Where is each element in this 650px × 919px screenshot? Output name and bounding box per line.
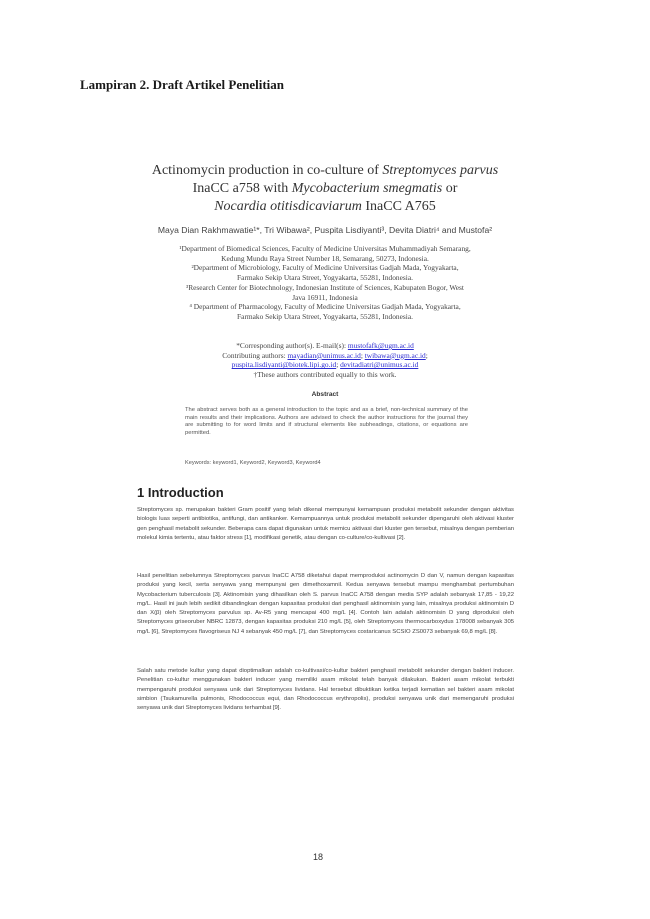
affiliation-line: Java 16911, Indonesia bbox=[292, 292, 358, 302]
affiliation-line: ²Department of Microbiology, Faculty of Medicine Universitas Gadjah Mada, Yogyakarta, bbox=[191, 263, 459, 273]
affiliation-line: ⁴ Department of Pharmacology, Faculty of Medicine Universitas Gadjah Mada, Yogyakarta, bbox=[189, 302, 461, 312]
title-italic-species: Nocardia otitisdicaviarum bbox=[214, 199, 362, 214]
correspondence-block bbox=[120, 341, 530, 380]
affiliation-line: Farmako Sekip Utara Street, Yogyakarta, 55281, Indonesia. bbox=[237, 273, 413, 283]
appendix-label: Lampiran 2. Draft Artikel Penelitian bbox=[80, 77, 285, 92]
author-list: Maya Dian Rakhmawatie¹*, Tri Wibawa², Puspita Lisdiyanti³, Devita Diatri⁴ and Mustofa² bbox=[157, 225, 493, 235]
body-paragraph: Streptomyces sp. merupakan bakteri Gram positif yang telah dikenal mempunyai kemampuan produksi metabolit sekunder dengan aktivitas biologis luas seperti antibiotika, antifungi, dan antikanker. Kemampuannya untuk produksi metabolit sekunder dipengaruhi oleh aktivasi kluster gen penghasil metabolit sekunder. Beberapa cara dapat digunakan untuk memicu aktivasi dari kluster gen tersebut, misalnya dengan pemberian molekul kimia tertentu, atau faktor stress [1], modifikasi genetik, atau dengan co-culture/co-kultivasi [2]. bbox=[137, 507, 514, 541]
affiliation-line: ³Research Center for Biotechnology, Indonesian Institute of Sciences, Kabupaten Bogor, West bbox=[186, 282, 464, 292]
title-part: or bbox=[442, 181, 458, 196]
email-link[interactable]: twibawa@ugm.ac.id bbox=[364, 350, 426, 360]
corresponding-author bbox=[120, 341, 530, 351]
corr-email-link[interactable]: mustofafk@ugm.ac.id bbox=[347, 341, 414, 350]
title-part: InaCC A765 bbox=[361, 199, 436, 214]
affiliation-line: Farmako Sekip Utara Street, Yogyakarta, 55281, Indonesia. bbox=[237, 311, 413, 321]
keywords: Keywords: keyword1, Keyword2, Keyword3, Keyword4 bbox=[185, 460, 321, 466]
title-italic-species: Mycobacterium smegmatis bbox=[291, 181, 443, 196]
abstract-text: The abstract serves both as a general introduction to the topic and as a brief, non-technical summary of the main results and their implications. Authors are advised to check the author instructions for the journal they are submitting to for word limits and if structural elements like subheadings, citations, or equations are permitted. bbox=[185, 407, 468, 436]
email-link[interactable]: devitadiatri@unimus.ac.id bbox=[340, 360, 419, 370]
body-paragraph: Salah satu metode kultur yang dapat dioptimalkan adalah co-kultivasi/co-kultur bakteri penghasil metabolit sekunder dengan bakteri inducer. Penelitian co-kultur menggunakan bakteri inducer yang memiliki asam mikolat telah banyak dilakukan. Bakteri asam mikolat terbukti mempengaruhi produksi senyawa unik dari Streptomyces lividans. Hal tersebut dibuktikan ketika terjadi kematian sel bakteri asam mikolat simbion (Tsukamurella pulmonis, Rhodococcus equi, dan Rhodococcus erythropolis), produksi senyawa unik dari memengaruhi produksi senyawa unik dari Streptomyces lividans terhambat [9]. bbox=[137, 668, 514, 712]
email-link[interactable]: mayadian@unimus.ac.id bbox=[287, 350, 361, 360]
contrib-label: Contributing authors: bbox=[222, 350, 288, 360]
section-heading: 1 Introduction bbox=[137, 485, 224, 500]
contributing-authors-cont: puspita.lisdiyanti@biotek.lipi.go.id; devitadiatri@unimus.ac.id bbox=[231, 360, 419, 370]
title-part: Actinomycin production in co-culture of bbox=[151, 163, 383, 178]
affiliation-line: ¹Department of Biomedical Sciences, Faculty of Medicine Universitas Muhammadiyah Semarang, bbox=[179, 244, 471, 253]
email-link[interactable]: puspita.lisdiyanti@biotek.lipi.go.id bbox=[231, 360, 337, 370]
body-paragraph: Hasil penelitian sebelumnya Streptomyces parvus InaCC A758 diketahui dapat memproduksi actinomycin D dan V, namun dengan kapasitas produksi yang kecil, serta senyawa yang mempunyai gen dimethoxamnil. Kedua senyawa tersebut mampu menghambat pertumbuhan Mycobacterium tuberculosis [3]. Aktinomisin yang dihasilkan oleh S. parvus InaCC A758 dengan media SYP adalah sebanyak 17,85 - 19,22 mg/L. Hasil ini jauh lebih sedikit dibandingkan dengan kapasitas produksi dari penghasil aktinomisin yang lain, misalnya produksi aktinomisin D dan X(β) oleh Streptomyces parvulus sp. Av-R5 yang mencapai 400 mg/L [4]. Contoh lain adalah aktinomisin D yang diproduksi oleh Streptomyces griseoruber NBRC 12873, dengan kapasitas produksi 210 mg/L [5], oleh Streptomyces thermocarboxydus 178008 sebanyak 305 mg/L [6], Streptomyces flavogriseus NJ 4 sebanyak 450 mg/L [7], dan Streptomyces costaricanus SCSIO ZS0073 sebanyak 69,8 mg/L [8]. bbox=[137, 573, 514, 635]
corr-label: *Corresponding author(s). E-mail(s): bbox=[236, 341, 348, 350]
title-part: InaCC a758 with bbox=[192, 181, 292, 196]
paper-title bbox=[100, 162, 550, 216]
title-italic-species: Streptomyces parvus bbox=[382, 163, 499, 178]
affiliations bbox=[120, 244, 530, 322]
page-number: 18 bbox=[313, 852, 324, 862]
affiliation-line: Kedung Mundu Raya Street Number 18, Semarang, 50273, Indonesia. bbox=[221, 253, 429, 263]
abstract-heading: Abstract bbox=[311, 391, 339, 398]
equal-contribution-note: †These authors contributed equally to this work. bbox=[253, 370, 397, 380]
contributing-authors: Contributing authors: mayadian@unimus.ac.id; twibawa@ugm.ac.id; bbox=[222, 350, 428, 360]
